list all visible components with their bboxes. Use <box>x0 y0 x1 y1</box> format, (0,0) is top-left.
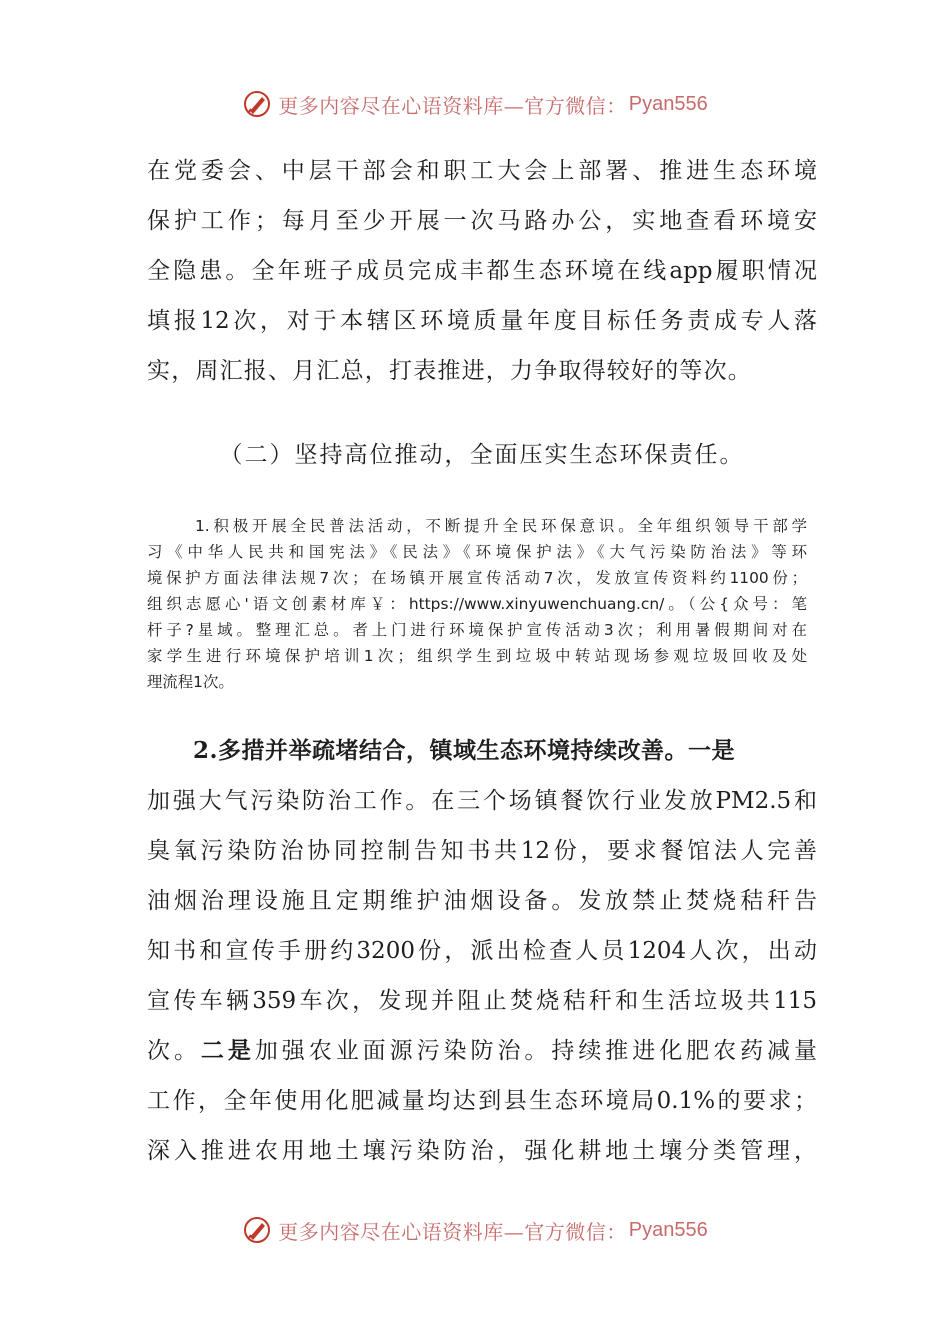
banner-wechat-id: Pyan556 <box>628 92 708 115</box>
text-line: 油烟治理设施且定期维护油烟设备。发放禁止焚烧秸秆告 <box>147 888 817 914</box>
paragraph-4 <box>147 726 817 1176</box>
pen-logo-icon <box>242 89 272 119</box>
pen-logo-icon <box>242 1215 272 1245</box>
text-line: 知书和宣传手册约3200份，派出检查人员1204人次，出动 <box>147 938 817 964</box>
paragraph-3 <box>147 513 807 695</box>
text-line <box>147 1026 817 1076</box>
banner-brand-text: 更多内容尽在心语资料库—官方微信： <box>278 1219 627 1244</box>
text-line: 实，周汇报、月汇总，打表推进，力争取得较好的等次。 <box>147 358 752 384</box>
text-line: 深入推进农用地土壤污染防治，强化耕地土壤分类管理， <box>147 1138 817 1164</box>
bold-marker: 二是 <box>200 1037 255 1064</box>
footer-banner <box>0 1212 950 1248</box>
text-line: 工作，全年使用化肥减量均达到县生态环境局0.1%的要求； <box>147 1088 817 1114</box>
text-line: 全隐患。全年班子成员完成丰都生态环境在线app履职情况 <box>147 258 817 284</box>
text-line: 习《中华人民共和国宪法》《民法》《环境保护法》《大气污染防治法》等环 <box>147 543 807 561</box>
text-line: 填报12次，对于本辖区环境质量年度目标任务责成专人落 <box>147 308 817 334</box>
text-line: 杆子?星域。整理汇总。者上门进行环境保护宣传活动3次；利用暑假期间对在 <box>147 621 807 639</box>
text-line: 宣传车辆359车次，发现并阻止焚烧秸秆和生活垃圾共115 <box>147 988 817 1014</box>
text-line: 境保护方面法律法规7次；在场镇开展宣传活动7次，发放宣传资料约1100份； <box>147 569 807 587</box>
banner-brand-text: 更多内容尽在心语资料库—官方微信： <box>278 93 627 118</box>
text-run: 加强农业面源污染防治。持续推进化肥农药减量 <box>254 1038 818 1064</box>
text-run: 次。 <box>147 1038 201 1064</box>
text-line: 臭氧污染防治协同控制告知书共12份，要求餐馆法人完善 <box>147 838 817 864</box>
paragraph-1 <box>147 146 817 396</box>
text-line: 1.积极开展全民普法活动，不断提升全民环保意识。全年组织领导干部学 <box>195 517 807 535</box>
text-line: 保护工作；每月至少开展一次马路办公，实地查看环境安 <box>147 208 817 234</box>
text-line: 家学生进行环境保护培训1次；组织学生到垃圾中转站现场参观垃圾回收及处 <box>147 647 807 665</box>
subsection-heading: 2.多措并举疏堵结合，镇域生态环境持续改善。一是 <box>193 737 736 764</box>
header-banner <box>0 86 950 122</box>
section-heading: （二）坚持高位推动，全面压实生态环保责任。 <box>219 442 745 468</box>
text-line: 理流程1次。 <box>147 673 234 691</box>
banner-wechat-id: Pyan556 <box>628 1218 708 1241</box>
text-line: 在党委会、中层干部会和职工大会上部署、推进生态环境 <box>147 158 817 184</box>
text-line: 加强大气污染防治工作。在三个场镇餐饮行业发放PM2.5和 <box>147 788 817 814</box>
text-line: 组织志愿心'语文创素材库￥：https://www.xinyuwenchuang.cn/。（公{众号：笔 <box>147 595 807 613</box>
